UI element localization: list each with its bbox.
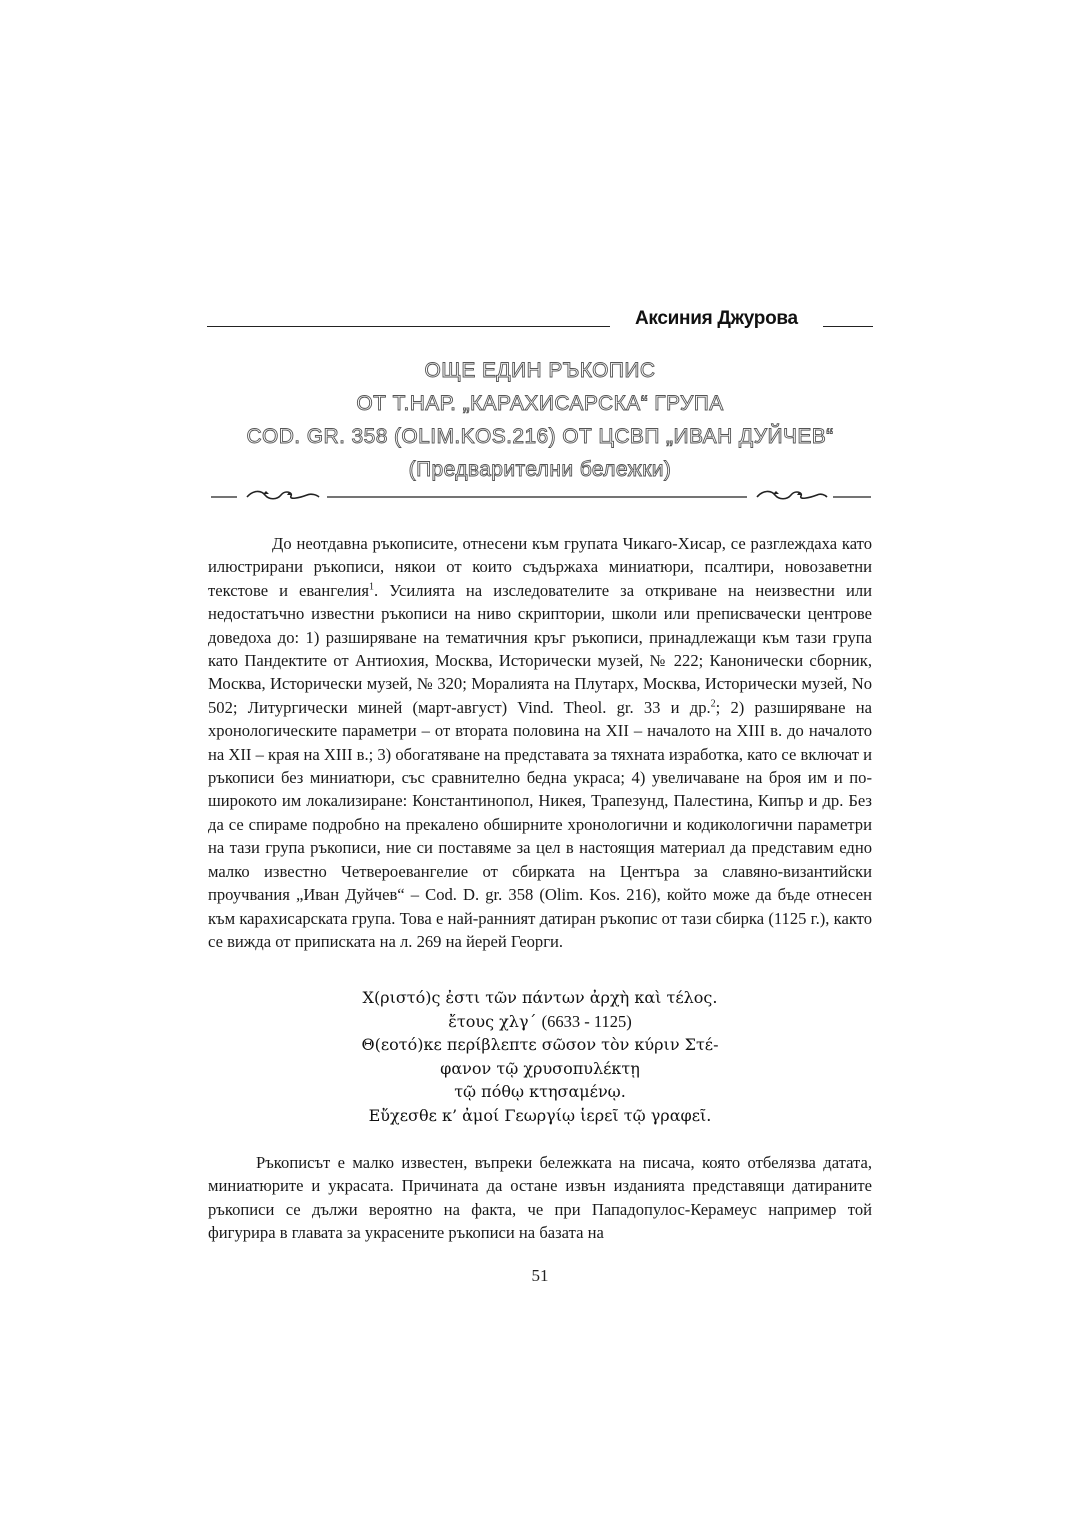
title-line-2: ОТ Т.НАР. „КАРАХИСАРСКА“ ГРУПА [356,392,724,415]
paragraph-1-text-c: ; 2) разширяване на хронологическите параметри – от втората половина на XII – началото на XIII в. до началото на XII – края на XIII в.; 3) обогатяване на представата за тяхната изработка, като се включат и ръкописи без миниатюри, със сравнително бедна украса; 4) увеличаване на броя им и по-широкото им локализиране: Константинопол, Никея, Трапезунд, Палестина, Кипър и др. Без да се спираме подробно на прекалено обширните хронологични и кодикологични параметри на тази група ръкописи, ние си поставяме за цел в настоящия материал да представим едно малко известно Четвероевангелие от сбирката на Центъра за славяно-византийски проучвания „Иван Дуйчев“ – Cod. D. gr. 358 (Olim. Kos. 216), който може да бъде отнесен към карахисарската група. Това е най-ранният датиран ръкопис от тази сбирка (1125 г.), както се вижда от приписката на л. 269 на йерей Георги. [208,697,872,951]
colophon-line-4: φανον τῷ χρυσοπυλέκτῃ [440,1058,640,1078]
ornament-rule-icon [207,486,873,506]
colophon-line-2 [208,1010,872,1034]
title-line-3: COD. GR. 358 (OLIM.KOS.216) ОТ ЦСВП „ИВАН ДУЙЧЕВ“ [246,425,834,448]
footnote-ref-2[interactable]: 2 [710,698,716,710]
colophon-line-6: Εὔχεσθε κ’ ἀμοί Γεωργίῳ ἱερεῖ τῷ γραφεῖ. [368,1105,712,1125]
title-line-1: ОЩЕ ЕДИН РЪКОПИС [424,359,656,382]
paragraph-2-text: Ръкописът е малко известен, въпреки бележката на писача, която отбелязва датата, миниатюрите и украсата. Причината да остане извън изданията представящи датираните ръкописи се дължи вероятно на факта, че при Пападопулос-Керамеус например той фигурира в главата за украсените ръкописи на базата на [208,1153,872,1243]
body-paragraph-2 [208,1151,872,1245]
footnote-ref-1[interactable]: 1 [369,581,375,593]
title-line-4: (Предварителни бележки) [408,458,672,481]
header-rule-right [823,326,873,327]
header-rule-left [207,326,610,327]
author-name: Аксиния Джурова [635,308,798,329]
page-number: 51 [531,1266,549,1285]
paragraph-1-text-b: . Усилията на изследователите за откриване на неизвестни или недостатъчно известни ръкописи на ниво скриптории, школи или преписвачески центрове доведоха до: 1) разширяване на тематичния кръг ръкописи, принадлежащи към тази група като Пандектите от Антиохия, Москва, Исторически музей, № 222; Канонически сборник, Москва, Исторически музей, № 320; Моралията на Плутарх, Москва, Исторически музей, No 502; Литургически миней (март-август) Vind. Theol. gr. 33 и др. [208,580,872,717]
paragraph-1-text-a: До неотдавна ръкописите, отнесени към групата Чикаго-Хисар, се разглеждаха като илюстрирани ръкописи, някои от които съдържаха миниатюри, псалтири, новозаветни текстове и евангелия [208,534,872,600]
body-paragraph-1 [208,532,872,953]
colophon-year-date: (6633 - 1125) [541,1011,632,1031]
colophon-line-5: τῷ πόθῳ κτησαμένῳ. [454,1082,626,1102]
colophon-year-greek: ἔτους χλγ΄ [448,1011,537,1031]
ornamental-divider [207,486,873,506]
colophon-line-3: Θ(εοτό)κε περίβλεπτε σῶσον τὸν κύριν Στέ- [361,1035,719,1055]
colophon-line-1: Χ(ριστό)ς ἐστι τῶν πάντων ἀρχὴ καὶ τέλος. [362,988,718,1007]
greek-colophon [208,986,872,1128]
author-header [207,308,873,338]
article-title [207,354,873,486]
